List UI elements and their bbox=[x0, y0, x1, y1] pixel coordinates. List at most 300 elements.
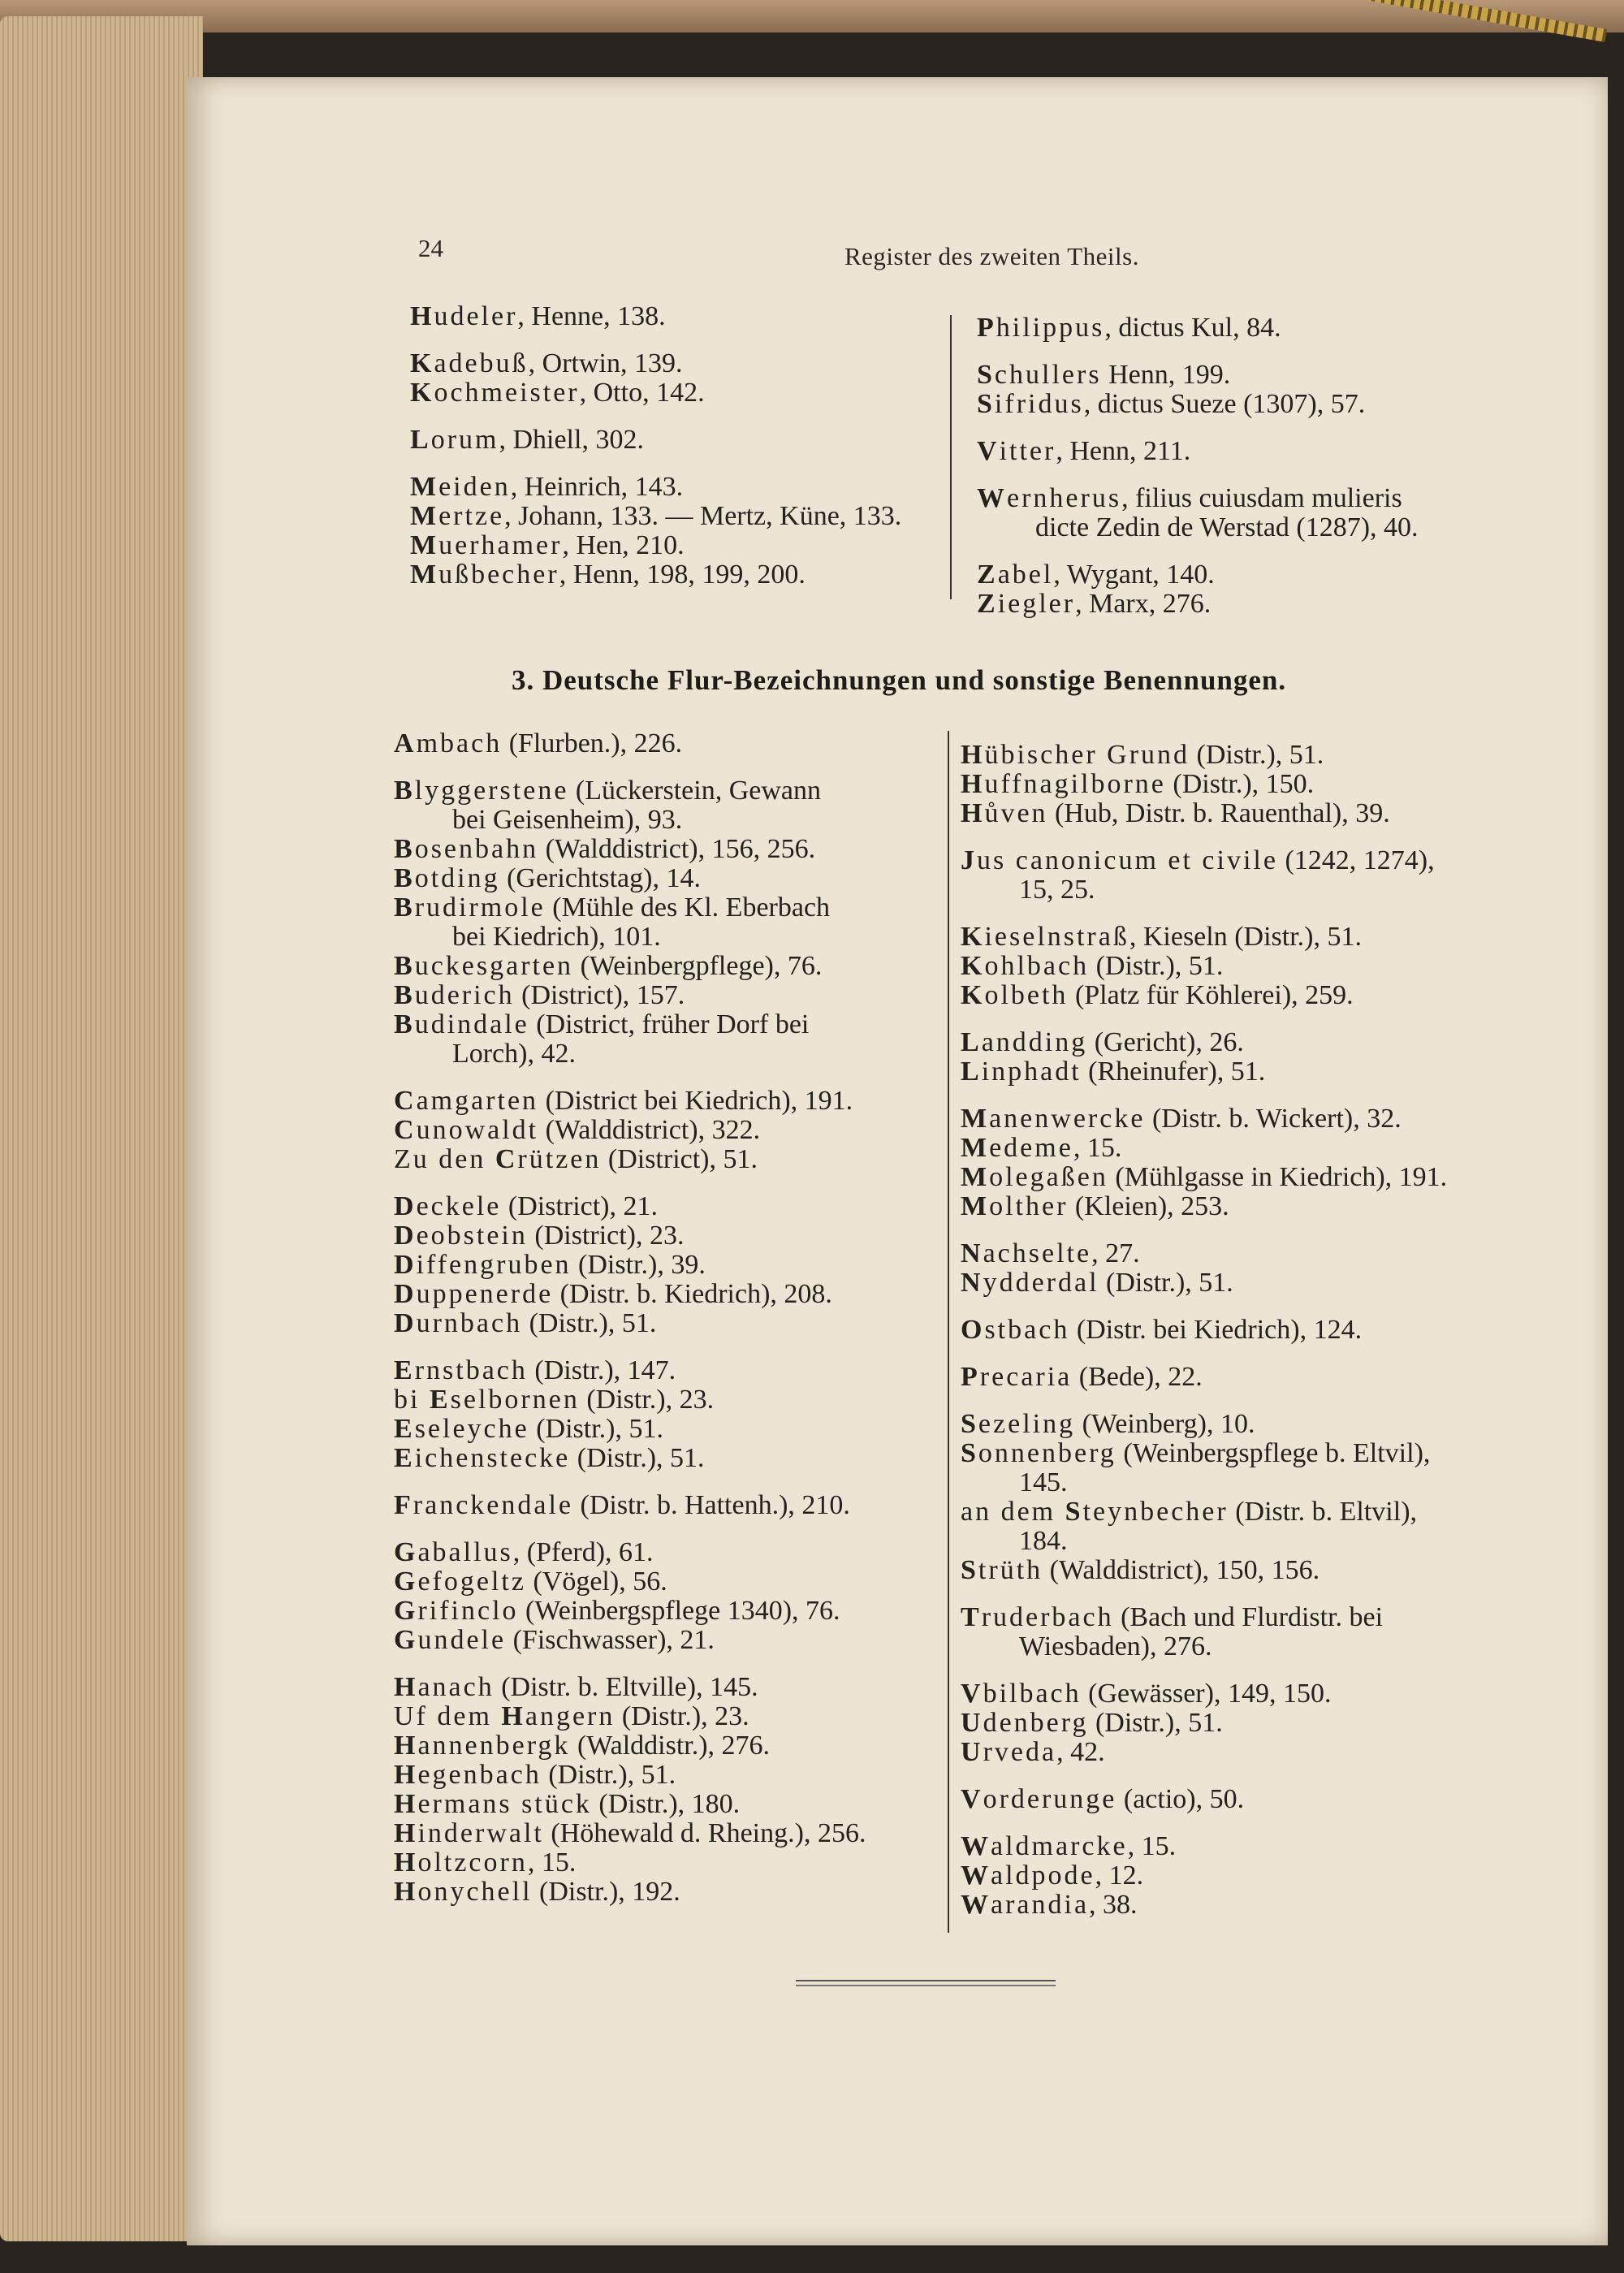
entry-reference: (actio), 50. bbox=[1116, 1784, 1245, 1814]
entry-continuation: dicte Zedin de Werstad (1287), 40. bbox=[1035, 512, 1419, 542]
page-stack-edge bbox=[0, 16, 203, 2241]
entry-headword: rveda bbox=[983, 1737, 1057, 1767]
entry-spacer bbox=[394, 1069, 930, 1087]
entry-reference: , Ortwin, 139. bbox=[528, 348, 683, 378]
column-divider bbox=[948, 731, 949, 1933]
entry-headword: amgarten bbox=[416, 1086, 539, 1116]
index-entry bbox=[394, 835, 930, 864]
index-entry bbox=[961, 923, 1545, 952]
entry-initial: B bbox=[394, 980, 415, 1010]
index-entry bbox=[394, 1385, 930, 1415]
entry-headword: ichenstecke bbox=[414, 1443, 571, 1473]
entry-headword: annenbergk bbox=[417, 1731, 571, 1761]
entry-reference: , Dhiell, 302. bbox=[499, 425, 644, 455]
entry-initial: D bbox=[394, 1279, 417, 1309]
entry-reference: (Bede), 22. bbox=[1072, 1362, 1203, 1392]
entry-spacer bbox=[961, 1345, 1545, 1363]
index-entry bbox=[961, 846, 1545, 875]
index-entry bbox=[961, 1679, 1545, 1709]
entry-reference: , 12. bbox=[1095, 1860, 1144, 1891]
index-entry bbox=[394, 1145, 930, 1174]
index-entry bbox=[410, 426, 930, 455]
entry-reference: (Gewässer), 149, 150. bbox=[1081, 1679, 1332, 1709]
index-entry bbox=[961, 799, 1545, 828]
entry-spacer bbox=[961, 1767, 1545, 1785]
entry-initial: S bbox=[961, 1438, 978, 1468]
index-entry bbox=[394, 1702, 930, 1731]
entry-headword: angern bbox=[525, 1701, 615, 1731]
entry-initial: G bbox=[394, 1566, 418, 1597]
entry-reference: (Vögel), 56. bbox=[525, 1566, 667, 1597]
entry-reference: , Marx, 276. bbox=[1075, 589, 1212, 619]
entry-reference: (Gericht), 26. bbox=[1087, 1027, 1244, 1057]
entry-reference: (District), 23. bbox=[527, 1221, 685, 1251]
entry-headword: eiden bbox=[438, 472, 511, 502]
end-rule bbox=[796, 1980, 1056, 1986]
entry-headword: anenwercke bbox=[989, 1104, 1146, 1134]
entry-reference: (Distr.), 147. bbox=[527, 1355, 676, 1385]
index-entry bbox=[961, 1891, 1545, 1920]
entry-continuation: Lorch), 42. bbox=[452, 1039, 577, 1069]
entry-reference: , 27. bbox=[1091, 1238, 1140, 1268]
entry-reference: (Distr.), 51. bbox=[1089, 951, 1224, 981]
entry-reference: (Distr. b. Eltville), 145. bbox=[494, 1672, 758, 1702]
index-entry bbox=[394, 1251, 930, 1280]
entry-reference: (District), 157. bbox=[514, 980, 685, 1010]
entry-headword: egenbach bbox=[417, 1760, 542, 1790]
entry-headword: ifridus bbox=[994, 389, 1084, 419]
index-entry bbox=[977, 484, 1545, 513]
entry-reference: (Distr.), 51. bbox=[1088, 1708, 1223, 1738]
index-entry bbox=[961, 1410, 1545, 1439]
entry-headword: bilbach bbox=[983, 1679, 1082, 1709]
entry-initial: H bbox=[501, 1701, 525, 1731]
entry-headword: selbornen bbox=[450, 1385, 580, 1415]
index-entry bbox=[961, 1316, 1545, 1345]
entry-reference: (Distr.), 51. bbox=[522, 1308, 657, 1338]
entry-headword: stbach bbox=[984, 1315, 1070, 1345]
entry-headword: anach bbox=[417, 1672, 495, 1702]
entry-reference: , Henne, 138. bbox=[517, 301, 666, 331]
entry-initial: C bbox=[495, 1144, 518, 1174]
entry-initial: K bbox=[410, 378, 434, 408]
entry-reference: (Lückerstein, Gewann bbox=[568, 776, 822, 806]
entry-reference: (Flurben.), 226. bbox=[502, 728, 683, 758]
entry-reference: (Walddistrict), 150, 156. bbox=[1043, 1555, 1320, 1585]
entry-reference: (Fischwasser), 21. bbox=[506, 1625, 715, 1655]
entry-initial: W bbox=[961, 1831, 991, 1861]
entry-headword: aballus bbox=[417, 1537, 513, 1567]
section-title: 3. Deutsche Flur-Bezeichnungen und sonstige Benennungen. bbox=[512, 664, 1287, 696]
index-entry bbox=[961, 1861, 1545, 1891]
entry-spacer bbox=[410, 455, 930, 473]
index-entry bbox=[394, 1848, 930, 1878]
entry-headword: achselte bbox=[983, 1238, 1092, 1268]
entry-initial: M bbox=[961, 1191, 990, 1221]
entry-initial: H bbox=[961, 769, 985, 799]
index-entry bbox=[394, 1415, 930, 1444]
entry-initial: C bbox=[394, 1086, 417, 1116]
entry-headword: orum bbox=[430, 425, 499, 455]
entry-reference: (Weinbergspflege 1340), 76. bbox=[518, 1596, 840, 1626]
entry-headword: inphadt bbox=[981, 1057, 1082, 1087]
entry-initial: V bbox=[961, 1784, 983, 1814]
index-entry bbox=[977, 560, 1545, 590]
entry-headword: iffengruben bbox=[416, 1250, 572, 1280]
entry-initial: K bbox=[961, 922, 985, 952]
entry-reference: (District bei Kiedrich), 191. bbox=[538, 1086, 853, 1116]
index-entry bbox=[394, 1309, 930, 1338]
entry-reference: Henn, 199. bbox=[1101, 360, 1231, 390]
entry-headword: uppenerde bbox=[416, 1279, 554, 1309]
entry-headword: udindale bbox=[414, 1009, 529, 1039]
entry-spacer bbox=[394, 1473, 930, 1491]
entry-initial: W bbox=[961, 1860, 991, 1891]
index-entry bbox=[394, 1567, 930, 1597]
entry-spacer bbox=[961, 1298, 1545, 1316]
index-entry bbox=[961, 741, 1545, 770]
entry-initial: W bbox=[961, 1890, 991, 1920]
entry-initial: H bbox=[394, 1731, 418, 1761]
page-number: 24 bbox=[418, 234, 443, 262]
entry-headword: undele bbox=[417, 1625, 507, 1655]
entry-headword: ruderbach bbox=[981, 1602, 1114, 1632]
index-entry bbox=[977, 437, 1545, 466]
index-entry bbox=[394, 1116, 930, 1145]
index-entry bbox=[977, 313, 1545, 343]
entry-initial: S bbox=[961, 1555, 978, 1585]
entry-reference: , dictus Sueze (1307), 57. bbox=[1083, 389, 1366, 419]
entry-spacer bbox=[977, 466, 1545, 484]
entry-reference: , filius cuiusdam mulieris bbox=[1121, 483, 1402, 513]
entry-reference: (Distr.), 51. bbox=[570, 1443, 705, 1473]
index-entry bbox=[961, 1738, 1545, 1767]
entry-headword: andding bbox=[981, 1027, 1088, 1057]
index-entry bbox=[394, 1731, 930, 1761]
index-entry bbox=[394, 1444, 930, 1473]
index-entry bbox=[961, 1497, 1545, 1527]
entry-continuation: 15, 25. bbox=[1019, 875, 1095, 905]
entry-reference: (Höhewald d. Rheing.), 256. bbox=[543, 1818, 866, 1848]
entry-initial: B bbox=[394, 951, 415, 981]
entry-headword: inderwalt bbox=[417, 1818, 544, 1848]
entry-initial: E bbox=[394, 1443, 415, 1473]
entry-initial: U bbox=[961, 1737, 983, 1767]
entry-reference: (Distr.), 51. bbox=[1190, 740, 1324, 770]
entry-initial: B bbox=[394, 863, 415, 893]
index-entry bbox=[394, 1538, 930, 1567]
entry-headword: uerhamer bbox=[438, 530, 563, 560]
index-entry bbox=[977, 361, 1545, 390]
entry-headword: rnstbach bbox=[414, 1355, 528, 1385]
entry-reference: , 15. bbox=[527, 1847, 577, 1878]
entry-headword: osenbahn bbox=[414, 834, 539, 864]
entry-reference: (District), 21. bbox=[501, 1191, 659, 1221]
entry-reference: (Distr.), 51. bbox=[541, 1760, 676, 1790]
entry-headword: olegaßen bbox=[989, 1162, 1108, 1192]
entry-reference: (Distr.), 180. bbox=[591, 1789, 741, 1819]
entry-headword: abel bbox=[997, 560, 1054, 590]
entry-reference: (Distr. b. Hattenh.), 210. bbox=[573, 1490, 850, 1520]
entry-headword: edeme bbox=[989, 1133, 1073, 1163]
entry-headword: lyggerstene bbox=[414, 776, 569, 806]
entry-initial: Z bbox=[977, 589, 998, 619]
entry-initial: S bbox=[961, 1409, 978, 1439]
entry-reference: (Distr.), 23. bbox=[579, 1385, 715, 1415]
entry-headword: seleyche bbox=[414, 1414, 529, 1444]
entry-reference: (Distr.), 51. bbox=[1099, 1268, 1233, 1298]
entry-initial: M bbox=[410, 530, 439, 560]
flur-left-column bbox=[394, 729, 930, 1907]
entry-spacer bbox=[394, 1520, 930, 1538]
entry-headword: eobstein bbox=[416, 1221, 528, 1251]
page-header bbox=[231, 234, 1206, 274]
entry-headword: ernherus bbox=[1007, 483, 1122, 513]
entry-initial: J bbox=[961, 845, 977, 875]
entry-initial: N bbox=[961, 1238, 983, 1268]
entry-spacer bbox=[961, 1662, 1545, 1679]
entry-initial: E bbox=[394, 1355, 415, 1385]
index-entry bbox=[394, 1221, 930, 1251]
index-entry bbox=[394, 1819, 930, 1848]
entry-spacer bbox=[977, 542, 1545, 560]
entry-reference: (Rheinufer), 51. bbox=[1081, 1057, 1266, 1087]
entry-headword: iegler bbox=[997, 589, 1076, 619]
entry-headword: rudirmole bbox=[414, 892, 546, 923]
entry-reference: (Kleien), 253. bbox=[1068, 1191, 1229, 1221]
entry-initial: H bbox=[410, 301, 434, 331]
index-entry bbox=[394, 1626, 930, 1655]
index-entry bbox=[410, 473, 930, 502]
entry-headword: onnenberg bbox=[978, 1438, 1116, 1468]
index-entry bbox=[961, 981, 1545, 1010]
entry-headword: olther bbox=[989, 1191, 1069, 1221]
index-entry bbox=[410, 531, 930, 560]
entry-reference: (Walddistr.), 276. bbox=[570, 1731, 771, 1761]
entry-initial: E bbox=[394, 1414, 415, 1444]
entry-reference: (Distr.), 192. bbox=[532, 1877, 680, 1907]
entry-prefix: bi bbox=[394, 1385, 430, 1415]
index-entry bbox=[394, 952, 930, 981]
index-entry bbox=[410, 378, 930, 408]
entry-reference: (Weinbergspflege b. Eltvil), bbox=[1116, 1438, 1431, 1468]
entry-initial: H bbox=[394, 1877, 418, 1907]
entry-headword: rifinclo bbox=[417, 1596, 519, 1626]
index-entry bbox=[394, 1356, 930, 1385]
entry-prefix: an dem bbox=[961, 1497, 1065, 1527]
entry-initial: L bbox=[410, 425, 431, 455]
index-entry bbox=[394, 893, 930, 923]
index-entry bbox=[394, 1192, 930, 1221]
entry-headword: adebuß bbox=[434, 348, 529, 378]
entry-headword: rützen bbox=[517, 1144, 602, 1174]
entry-reference: , Johann, 133. — Mertz, Küne, 133. bbox=[504, 501, 902, 531]
entry-initial: D bbox=[394, 1250, 417, 1280]
entry-reference: , Henn, 211. bbox=[1056, 436, 1191, 466]
entry-reference: (Distr.), 51. bbox=[529, 1414, 664, 1444]
entry-headword: denberg bbox=[983, 1708, 1089, 1738]
entry-spacer bbox=[394, 1174, 930, 1192]
entry-initial: E bbox=[429, 1385, 451, 1415]
entry-initial: M bbox=[961, 1104, 990, 1134]
entry-headword: arandia bbox=[991, 1890, 1090, 1920]
entry-continuation: 184. bbox=[1019, 1526, 1068, 1556]
index-entry bbox=[394, 1790, 930, 1819]
entry-initial: G bbox=[394, 1596, 418, 1626]
entry-headword: teynbecher bbox=[1082, 1497, 1229, 1527]
entry-initial: K bbox=[961, 951, 985, 981]
index-entry bbox=[394, 1491, 930, 1520]
entry-spacer bbox=[977, 343, 1545, 361]
entry-initial: F bbox=[394, 1490, 413, 1520]
index-entry bbox=[961, 1239, 1545, 1268]
entry-spacer bbox=[961, 1010, 1545, 1028]
entry-headword: otding bbox=[414, 863, 500, 893]
entry-reference: (Distr.), 39. bbox=[571, 1250, 706, 1280]
entry-spacer bbox=[394, 758, 930, 776]
index-entry bbox=[961, 1363, 1545, 1392]
index-entry bbox=[961, 1268, 1545, 1298]
entry-spacer bbox=[410, 331, 930, 349]
entry-initial: P bbox=[961, 1362, 980, 1392]
entry-spacer bbox=[394, 1655, 930, 1673]
index-entry bbox=[394, 1280, 930, 1309]
entry-initial: P bbox=[977, 313, 996, 343]
entry-initial: O bbox=[961, 1315, 985, 1345]
entry-initial: T bbox=[961, 1602, 982, 1632]
entry-reference: (Distr.), 150. bbox=[1165, 769, 1315, 799]
entry-initial: Z bbox=[977, 560, 998, 590]
entry-reference: , 15. bbox=[1127, 1831, 1177, 1861]
entry-reference: (Walddistrict), 156, 256. bbox=[538, 834, 816, 864]
entry-headword: us canonicum et civile bbox=[977, 845, 1278, 875]
entry-headword: eckele bbox=[416, 1191, 502, 1221]
entry-initial: M bbox=[410, 501, 439, 531]
entry-reference: , Hen, 210. bbox=[562, 530, 685, 560]
index-entry bbox=[394, 1010, 930, 1039]
entry-headword: aldpode bbox=[991, 1860, 1095, 1891]
entry-headword: ezeling bbox=[978, 1409, 1076, 1439]
entry-reference: (Distr. b. Eltvil), bbox=[1228, 1497, 1418, 1527]
index-entry bbox=[961, 1556, 1545, 1585]
entry-initial: D bbox=[394, 1191, 417, 1221]
entry-reference: , 38. bbox=[1089, 1890, 1138, 1920]
entry-initial: M bbox=[961, 1162, 990, 1192]
entry-initial: K bbox=[961, 980, 985, 1010]
entry-headword: olbeth bbox=[984, 980, 1069, 1010]
entry-initial: D bbox=[394, 1221, 417, 1251]
entry-reference: , 42. bbox=[1056, 1737, 1105, 1767]
entry-prefix: Uf dem bbox=[394, 1701, 502, 1731]
entry-reference: , 15. bbox=[1073, 1133, 1122, 1163]
index-entry bbox=[394, 776, 930, 806]
entry-initial: V bbox=[977, 436, 1000, 466]
index-entry bbox=[961, 1163, 1545, 1192]
persons-right-column bbox=[977, 313, 1545, 619]
entry-reference: (Distr. bei Kiedrich), 124. bbox=[1069, 1315, 1363, 1345]
entry-headword: ußbecher bbox=[438, 560, 559, 590]
entry-reference: , Wygant, 140. bbox=[1053, 560, 1215, 590]
index-entry bbox=[394, 1761, 930, 1790]
entry-headword: unowaldt bbox=[416, 1115, 539, 1145]
book-cover-top bbox=[0, 0, 1624, 32]
entry-headword: hilippus bbox=[996, 313, 1105, 343]
entry-reference: (1242, 1274), bbox=[1277, 845, 1435, 875]
entry-initial: H bbox=[394, 1672, 418, 1702]
entry-spacer bbox=[410, 408, 930, 426]
entry-initial: H bbox=[961, 798, 985, 828]
index-entry bbox=[410, 560, 930, 590]
index-entry bbox=[410, 502, 930, 531]
column-divider bbox=[950, 315, 952, 599]
index-entry bbox=[394, 1087, 930, 1116]
entry-initial: M bbox=[410, 472, 439, 502]
entry-headword: ieselnstraß bbox=[984, 922, 1129, 952]
index-entry bbox=[961, 1104, 1545, 1134]
persons-left-column bbox=[410, 302, 930, 590]
entry-reference: (Platz für Köhlerei), 259. bbox=[1068, 980, 1354, 1010]
index-entry bbox=[961, 770, 1545, 799]
entry-spacer bbox=[961, 828, 1545, 846]
entry-initial: S bbox=[1065, 1497, 1083, 1527]
entry-initial: B bbox=[394, 1009, 415, 1039]
entry-spacer bbox=[394, 1338, 930, 1356]
index-entry bbox=[394, 1878, 930, 1907]
entry-initial: H bbox=[961, 740, 985, 770]
index-entry bbox=[977, 590, 1545, 619]
entry-headword: aldmarcke bbox=[991, 1831, 1128, 1861]
entry-reference: , Otto, 142. bbox=[579, 378, 705, 408]
entry-continuation: 145. bbox=[1019, 1467, 1068, 1497]
flur-right-column bbox=[961, 741, 1545, 1920]
index-entry bbox=[410, 302, 930, 331]
entry-reference: (District), 51. bbox=[601, 1144, 758, 1174]
entry-initial: K bbox=[410, 348, 434, 378]
entry-headword: ydderdal bbox=[983, 1268, 1099, 1298]
index-entry bbox=[394, 864, 930, 893]
entry-initial: V bbox=[961, 1679, 983, 1709]
entry-reference: (Distr.), 23. bbox=[615, 1701, 749, 1731]
entry-initial: B bbox=[394, 834, 415, 864]
index-entry bbox=[961, 952, 1545, 981]
index-entry bbox=[394, 1597, 930, 1626]
entry-headword: chullers bbox=[994, 360, 1102, 390]
entry-spacer bbox=[961, 1814, 1545, 1832]
entry-reference: (Gerichtstag), 14. bbox=[499, 863, 701, 893]
entry-initial: U bbox=[961, 1708, 983, 1738]
entry-reference: (Walddistrict), 322. bbox=[538, 1115, 761, 1145]
entry-prefix: Zu den bbox=[394, 1144, 495, 1174]
entry-headword: uckesgarten bbox=[414, 951, 574, 981]
entry-initial: L bbox=[961, 1027, 982, 1057]
entry-spacer bbox=[961, 1221, 1545, 1239]
entry-reference: (Distr. b. Wickert), 32. bbox=[1145, 1104, 1402, 1134]
entry-reference: (Weinbergpflege), 76. bbox=[573, 951, 823, 981]
entry-headword: onychell bbox=[417, 1877, 533, 1907]
index-entry bbox=[977, 390, 1545, 419]
entry-initial: M bbox=[961, 1133, 990, 1163]
entry-headword: efogeltz bbox=[417, 1566, 526, 1597]
index-entry bbox=[961, 1832, 1545, 1861]
entry-reference: , dictus Kul, 84. bbox=[1104, 313, 1281, 343]
entry-headword: ůven bbox=[984, 798, 1048, 828]
entry-initial: H bbox=[394, 1818, 418, 1848]
entry-initial: H bbox=[394, 1760, 418, 1790]
entry-spacer bbox=[977, 419, 1545, 437]
entry-headword: ertze bbox=[438, 501, 505, 531]
entry-reference: (Mühle des Kl. Eberbach bbox=[545, 892, 831, 923]
entry-headword: oltzcorn bbox=[417, 1847, 528, 1878]
